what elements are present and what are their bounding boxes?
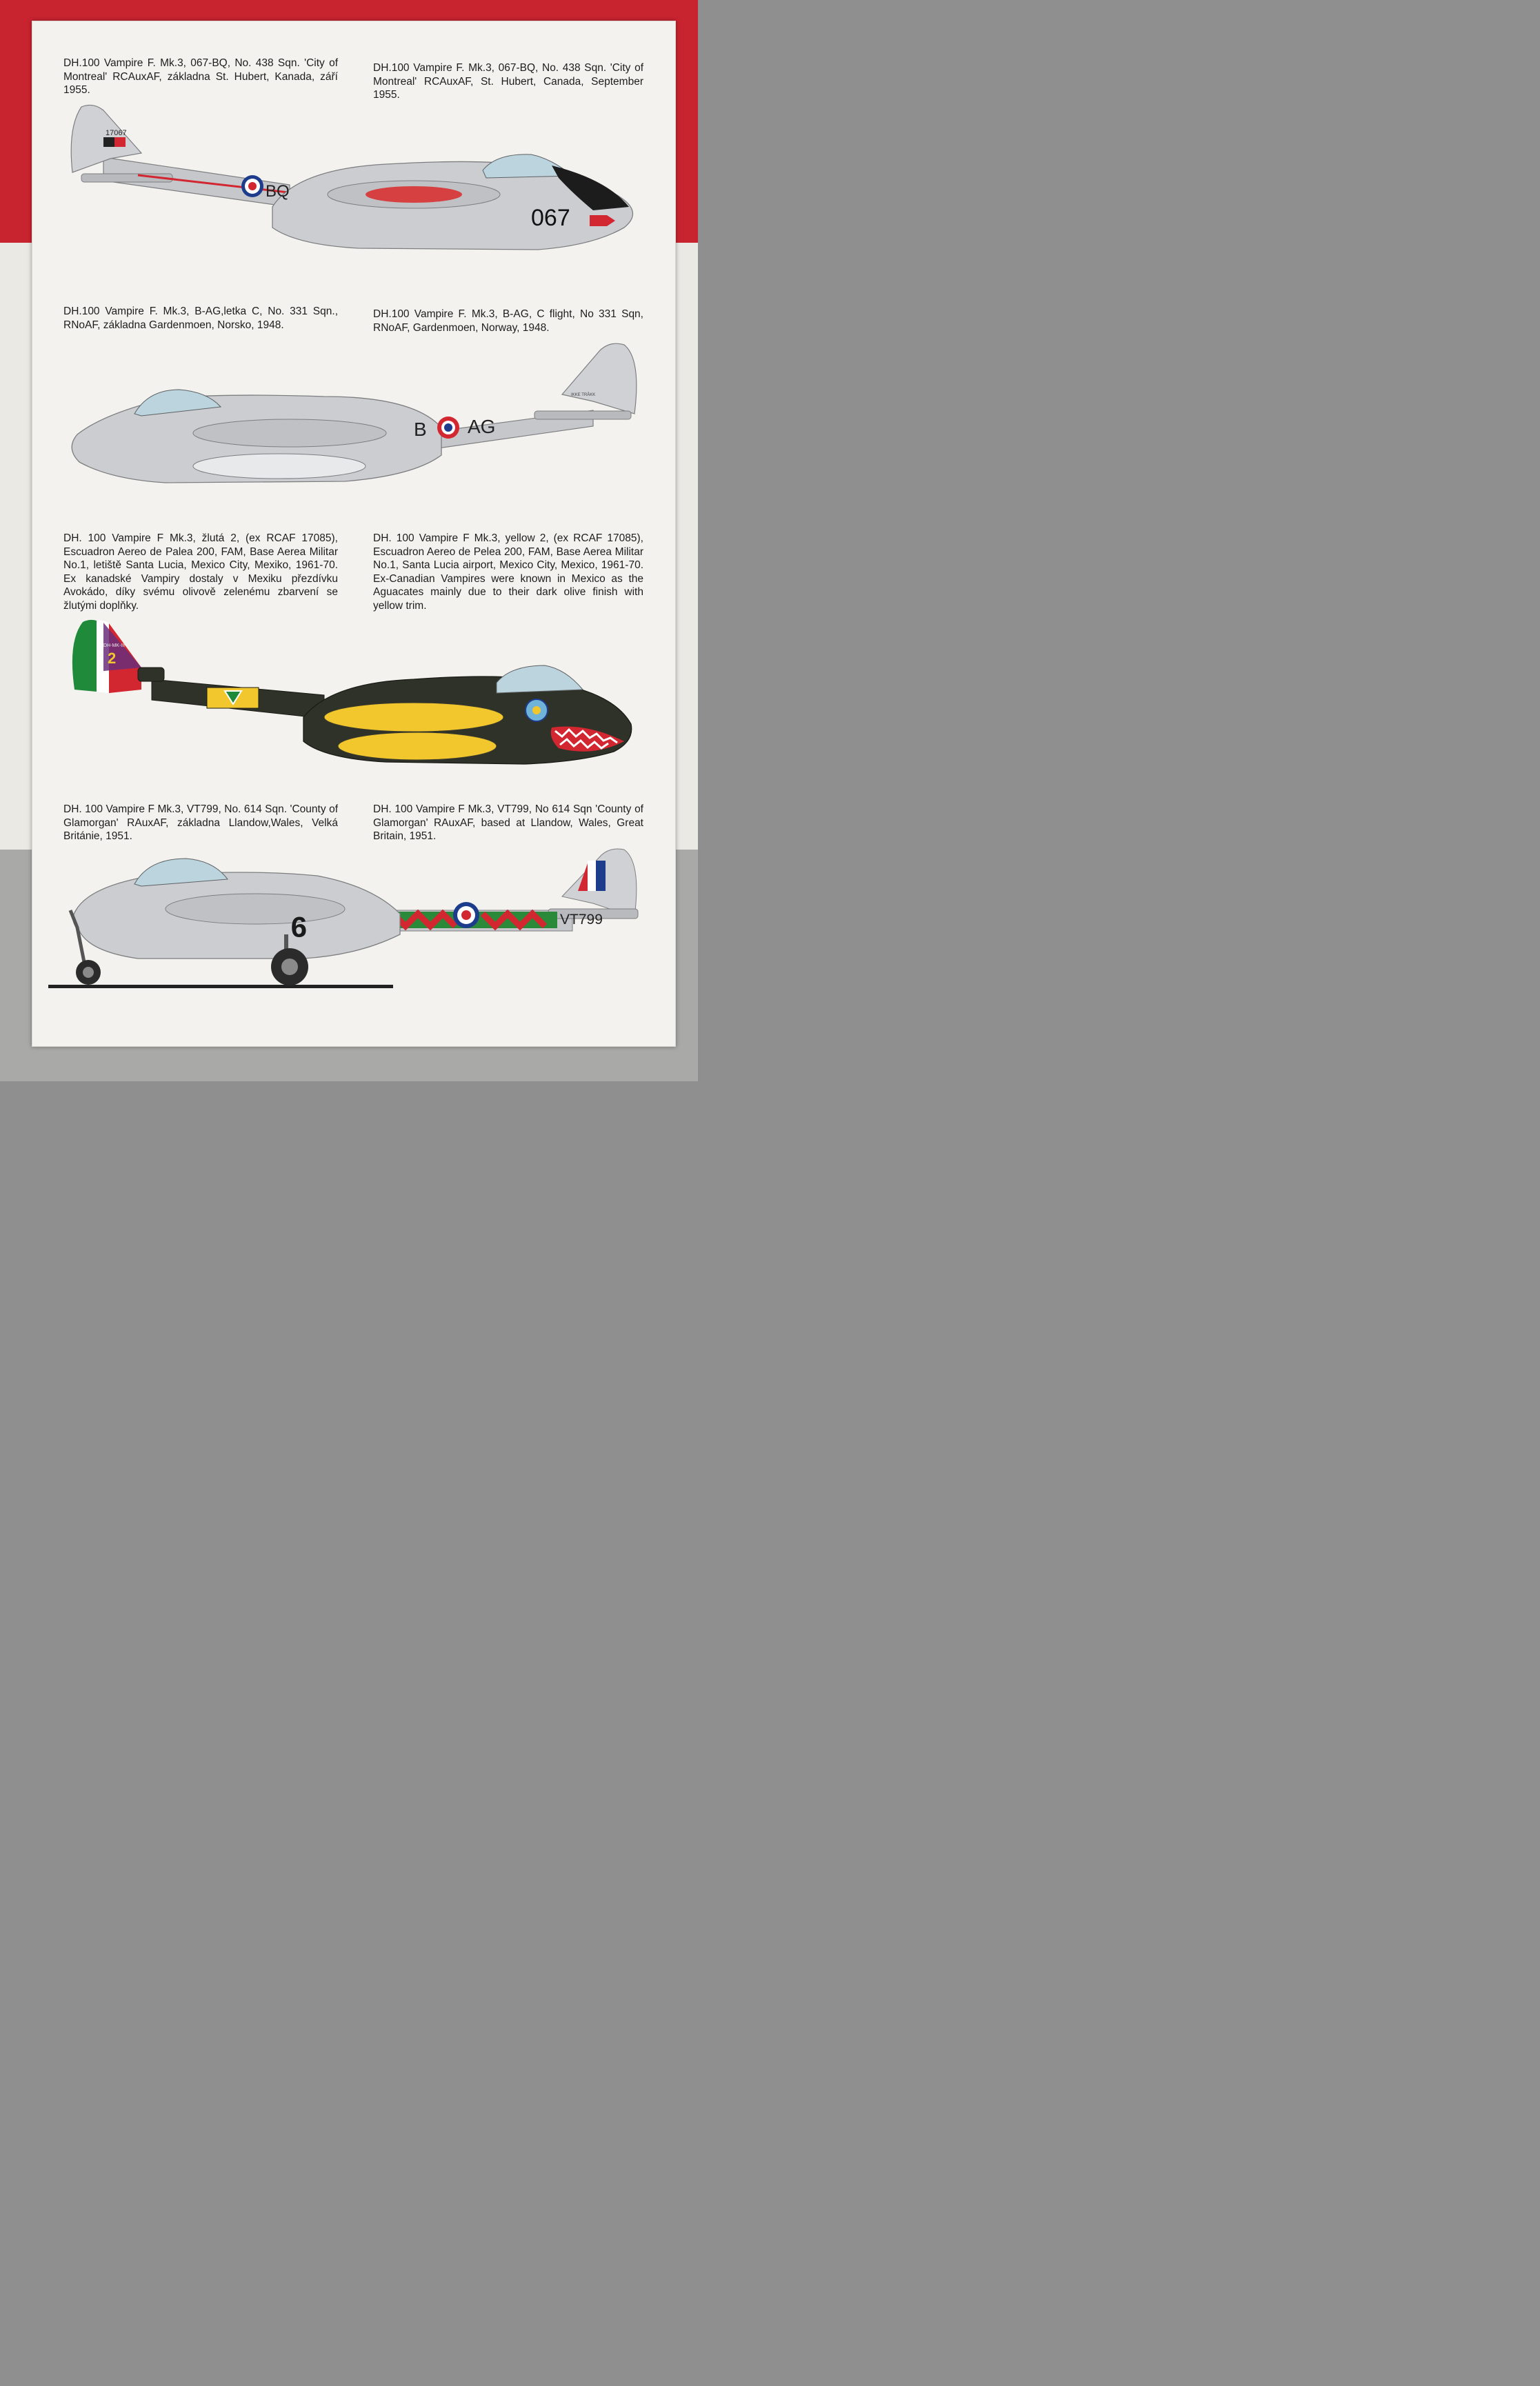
canada-fin-flash [103, 137, 126, 147]
code-right-text: AG [468, 416, 496, 437]
caption-1-english: DH.100 Vampire F. Mk.3, 067-BQ, No. 438 Sqn. 'City of Montreal' RCAuxAF, St. Hubert, Canada, September 1955. [373, 62, 643, 101]
caption-4-czech: DH. 100 Vampire F Mk.3, VT799, No. 614 Sqn. 'County of Glamorgan' RAuxAF, základna Llandow,Wales, Velká Británie, 1951. [63, 803, 338, 842]
code-left-text: B [414, 419, 427, 440]
caption-4-english: DH. 100 Vampire F Mk.3, VT799, No 614 Sqn 'County of Glamorgan' RAuxAF, based at Llandow, Wales, Great Britain, 1951. [373, 803, 643, 842]
rcaf-roundel [241, 175, 263, 197]
caption-3-czech: DH. 100 Vampire F Mk.3, žlutá 2, (ex RCAF 17085), Escuadron Aereo de Palea 200, FAM, Base Aerea Militar No.1, letiště Santa Lucia, Mexico City, Mexiko, 1961-70. Ex kanadské Vampiry dostaly v Mexiku přezdívku Avokádo, díky svému olivově zelenému zbarvení se žlutými doplňky. [63, 532, 338, 612]
caption-3-english: DH. 100 Vampire F Mk.3, yellow 2, (ex RCAF 17085), Escuadron Aereo de Pelea 200, FAM, Base Aerea Militar No.1, Santa Lucia airport, Mexico City, Mexico, 1961-70. Ex-Canadian Vampires were known in Mexico as the Aguacates mainly due to their dark olive finish with yellow trim. [373, 532, 643, 612]
caption-2-czech: DH.100 Vampire F. Mk.3, B-AG,letka C, No. 331 Sqn., RNoAF, základna Gardenmoen, Norsko, 1948. [63, 305, 338, 331]
raf-roundel [453, 902, 479, 928]
code-text: 9 [290, 911, 307, 943]
caption-1-czech: DH.100 Vampire F. Mk.3, 067-BQ, No. 438 Sqn. 'City of Montreal' RCAuxAF, základna St. Hubert, Kanada, září 1955. [63, 57, 338, 96]
code-letters-text: BQ [266, 182, 290, 201]
caption-2-english: DH.100 Vampire F. Mk.3, B-AG, C flight, No 331 Sqn, RNoAF, Gardenmoen, Norway, 1948. [373, 308, 643, 334]
nose-number-text: 067 [531, 205, 570, 231]
aircraft-profile-norway [0, 341, 698, 486]
norway-roundel [437, 417, 459, 439]
tail-number-text: 2 [108, 650, 117, 667]
aircraft-profile-mexico [0, 617, 698, 769]
squadron-badge [526, 699, 548, 721]
aircraft-profile-uk [0, 845, 698, 1000]
tail-stencil-text: DH-MK-III [103, 643, 126, 648]
serial-text: VT799 [560, 912, 603, 928]
ground-line [48, 985, 393, 988]
tail-serial-text: 17067 [106, 129, 127, 137]
aircraft-profile-canada [0, 97, 698, 262]
tail-stencil-text: IKKE TRÅKK [571, 393, 596, 397]
